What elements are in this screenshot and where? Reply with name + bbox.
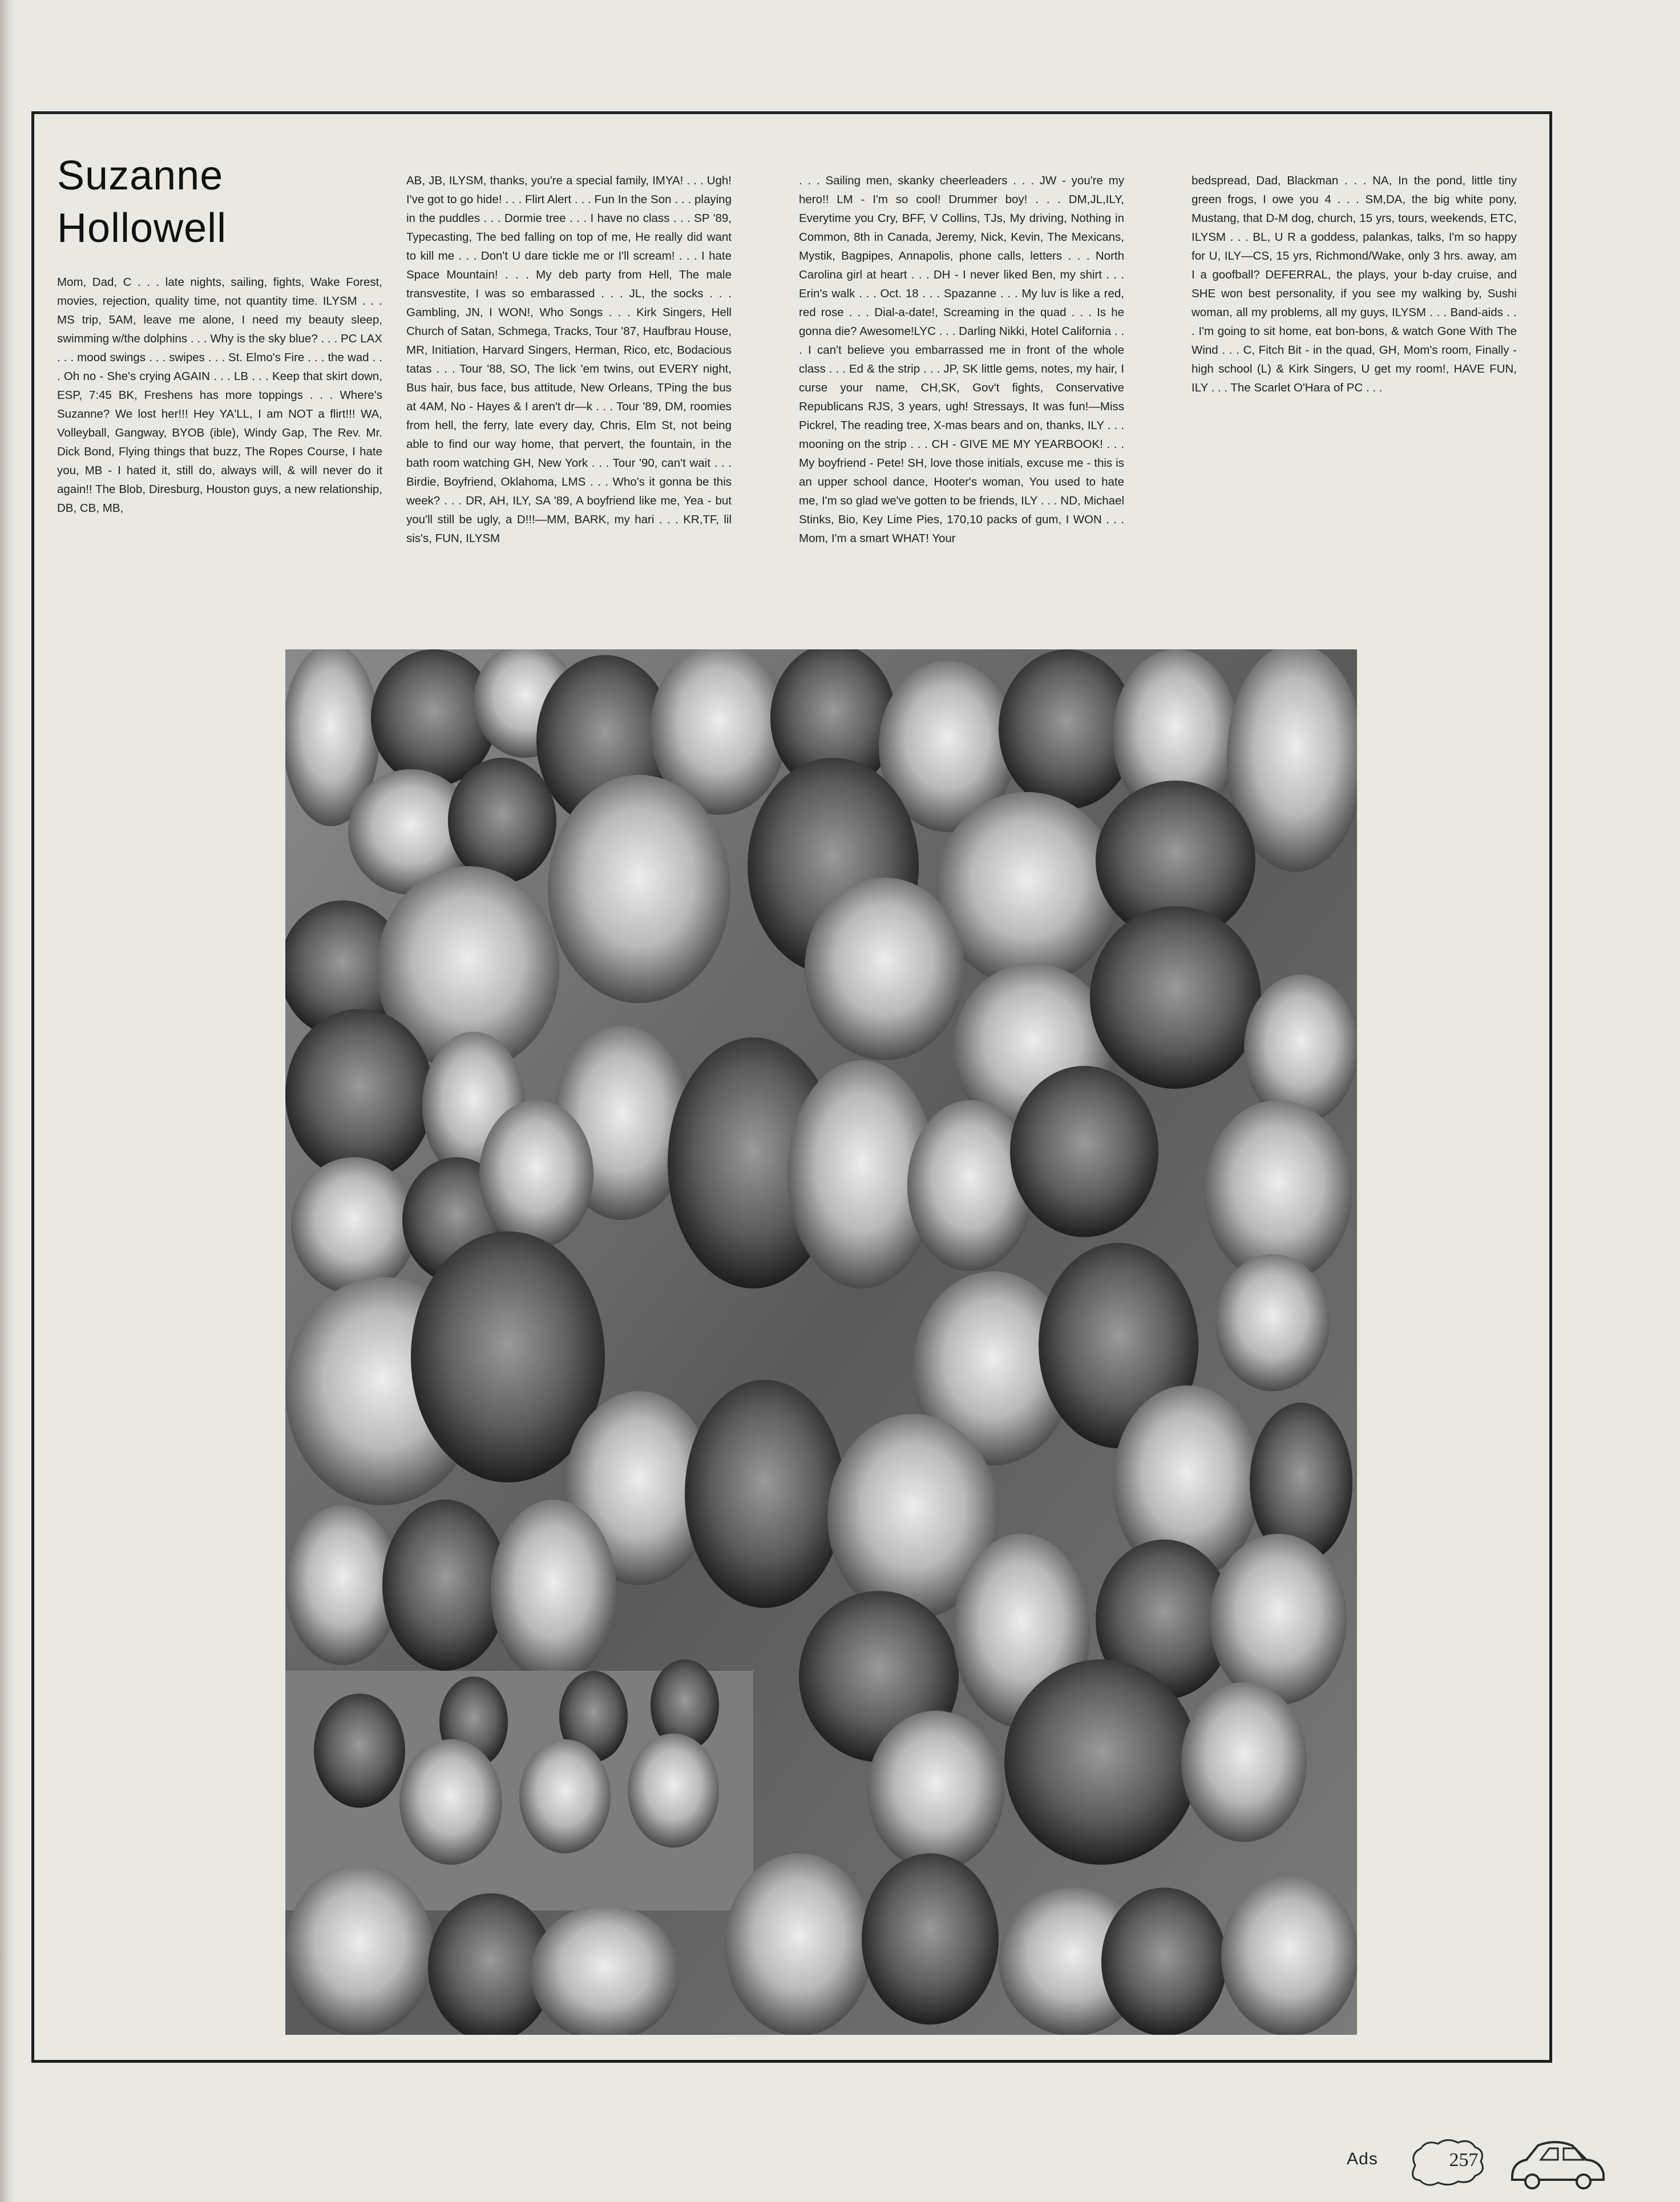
binding-shadow bbox=[0, 0, 15, 2202]
page-number: 257 bbox=[1449, 2150, 1479, 2171]
message-column-2: AB, JB, ILYSM, thanks, you're a special family, IMYA! . . . Ugh! I've got to go hide! . . . Flirt Alert . . . Fun In the Son . . . playing in the puddles . . . Dormie tree . . . I have no class . . . SP '89, Typecasting, The bed falling on top of me, He really did want to kill me . . . Don't U dare tickle me or I'll scream! . . . I hate Space Mountain! . . . My deb party from Hell, The male transvestite, I was so embarassed . . . JL, the socks . . . Gambling, JN, I WON!, Who Songs . . . Kirk Singers, Hell Church of Satan, Schmega, Tracks, Tour '87, Haufbrau House, MR, Initiation, Harvard Singers, Herman, Rico, etc, Bodacious tatas . . . Tour '88, SO, The lick 'em twins, out EVERY night, Bus hair, bus face, bus attitude, New Orleans, TPing the bus at 4AM, No - Hayes & I aren't dr—k . . . Tour '89, DM, roomies from hell, the ferry, late every day, Chris, Elm St, not being able to find our way home, that pervert, the fountain, in the bath room watching GH, New York . . . Tour '90, can't wait . . . Birdie, Boyfriend, Oklahoma, LMS . . . Who's it gonna be this week? . . . DR, AH, ILY, SA '89, A boyfriend like me, Yea - but you'll still be ugly, a D!!!—MM, BARK, my hari . . . KR,TF, lil sis's, FUN, ILYSM bbox=[406, 174, 732, 545]
message-column-1: Mom, Dad, C . . . late nights, sailing, fights, Wake Forest, movies, rejection, quality time, not quantity time. ILYSM . . . MS trip, 5AM, leave me alone, I need my beauty sleep, swimming w/the dolphins . . . Why is the sky blue? . . . PC LAX . . . mood swings . . . swipes . . . St. Elmo's Fire . . . the wad . . . Oh no - She's crying AGAIN . . . LB . . . Keep that skirt down, ESP, 7:45 BK, Freshens has more toppings . . . Where's Suzanne? We lost her!!! Hey YA'LL, I am NOT a flirt!!! WA, Volleyball, Gangway, BYOB (ible), Windy Gap, The Rev. Mr. Dick Bond, Flying things that buzz, The Ropes Course, I hate you, MB - I hated it, still do, always will, & will never do it again!! The Blob, Diresburg, Houston guys, a new relationship, DB, CB, MB, bbox=[57, 276, 382, 515]
page-footer bbox=[1347, 2137, 1615, 2191]
photo-collage bbox=[285, 649, 1357, 2035]
car-doodle-icon bbox=[1404, 2137, 1615, 2191]
senior-name: Suzanne Hollowell bbox=[57, 153, 227, 251]
message-column-4: bedspread, Dad, Blackman . . . NA, In the pond, little tiny green frogs, I owe you 4 . . . SM,DA, the big white pony, Mustang, that D-M dog, church, 15 yrs, tours, weekends, ETC, ILYSM . . . BL, U R a goddess, palankas, talks, I'm so happy for U, ILY—CS, 15 yrs, Richmond/Wake, only 3 hrs. away, am I a goofball? DEFERRAL, the plays, your b-day cruise, and SHE won best personality, if you see my walking by, Sushi woman, all my problems, all my guys, ILYSM . . . Band-aids . . . I'm going to sit home, eat bon-bons, & watch Gone With The Wind . . . C, Fitch Bit - in the quad, GH, Mom's room, Finally - high school (L) & Kirk Singers, U get my room!, HAVE FUN, ILY . . . The Scarlet O'Hara of PC . . . bbox=[1192, 174, 1517, 394]
section-label: Ads bbox=[1347, 2150, 1378, 2168]
message-column-3: . . . Sailing men, skanky cheerleaders . . . JW - you're my hero!! LM - I'm so cool! Drummer boy! . . . DM,JL,ILY, Everytime you Cry, BFF, V Collins, TJs, My driving, Nothing in Common, 8th in Canada, Jeremy, Nick, Kevin, The Mexicans, Mystik, Bagpipes, Annapolis, phone calls, letters . . . North Carolina girl at heart . . . DH - I never liked Ben, my shirt . . . Erin's walk . . . Oct. 18 . . . Spazanne . . . My luv is like a red, red rose . . . Dial-a-date!, Screaming in the quad . . . Is he gonna die? Awesome!LYC . . . Darling Nikki, Hotel California . . . I can't believe you embarrassed me in front of the whole class . . . Ed & the strip . . . JP, SK little gems, notes, my hair, I curse your name, CH,SK, Gov't fights, Conservative Republicans RJS, 3 years, ugh! Stressays, It was fun!—Miss Pickrel, The reading tree, X-mas bears and on, thanks, ILY . . . mooning on the strip . . . CH - GIVE ME MY YEARBOOK! . . . My boyfriend - Pete! SH, love those initials, excuse me - this is an upper school dance, Hooter's woman, You used to hate me, I'm so glad we've gotten to be friends, ILY . . . ND, Michael Stinks, Bio, Key Lime Pies, 170,10 packs of gum, I WON . . . Mom, I'm a smart WHAT! Your bbox=[799, 174, 1124, 545]
